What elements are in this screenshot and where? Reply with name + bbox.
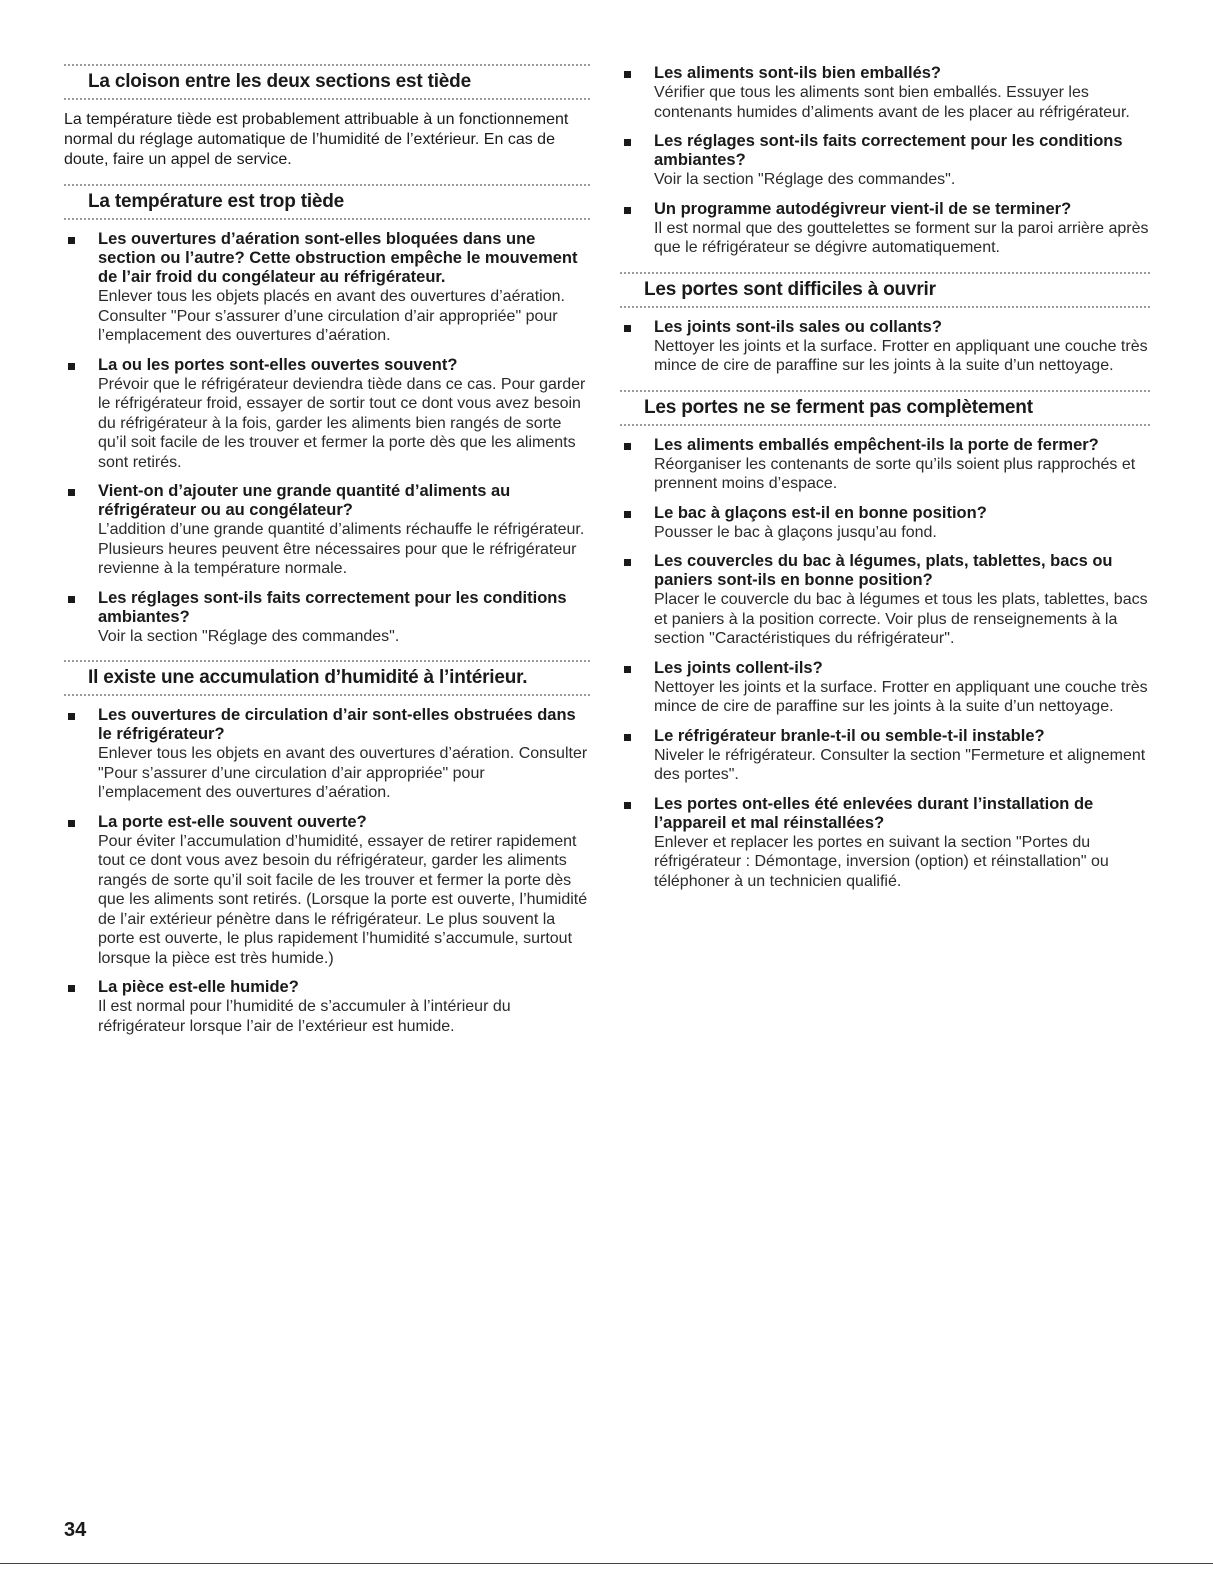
- troubleshooting-item: [64, 706, 590, 803]
- item-answer: Nettoyer les joints et la surface. Frotter en appliquant une couche très mince de cire de paraffine sur les joints à la suite d’un nettoyage.: [654, 337, 1148, 374]
- item-answer: Voir la section "Réglage des commandes".: [98, 627, 400, 645]
- troubleshooting-section: [64, 660, 590, 1036]
- bullet-square-icon: [68, 596, 75, 603]
- item-question: Les aliments sont-ils bien emballés?: [654, 64, 942, 82]
- bullet-square-icon: [624, 666, 631, 673]
- item-question: Les joints collent-ils?: [654, 658, 823, 677]
- troubleshooting-item: [620, 64, 1150, 122]
- item-question: Les réglages sont-ils faits correctement pour les conditions ambiantes?: [654, 132, 1123, 169]
- troubleshooting-item: [620, 436, 1150, 494]
- section-title: Les portes ne se ferment pas complètement: [644, 396, 1033, 418]
- item-question: Les joints sont-ils sales ou collants?: [654, 317, 942, 336]
- item-answer: Niveler le réfrigérateur. Consulter la section "Fermeture et alignement des portes".: [654, 746, 1146, 783]
- bullet-square-icon: [68, 713, 75, 720]
- item-question: Les portes ont-elles été enlevées durant l’installation de l’appareil et mal réinstallées?: [654, 794, 1094, 832]
- item-answer: Voir la section "Réglage des commandes".: [654, 171, 956, 188]
- bullet-square-icon: [68, 363, 75, 370]
- troubleshooting-section: [620, 272, 1150, 376]
- item-question: La ou les portes sont-elles ouvertes souvent?: [98, 355, 458, 374]
- section-divider-top: [64, 184, 590, 186]
- section-divider-bottom: [64, 218, 590, 220]
- section-divider-top: [620, 390, 1150, 392]
- troubleshooting-item: [64, 978, 590, 1036]
- section-divider-top: [64, 64, 590, 66]
- troubleshooting-item: [64, 482, 590, 579]
- bullet-square-icon: [68, 820, 75, 827]
- troubleshooting-section: [64, 64, 590, 170]
- bullet-square-icon: [624, 511, 631, 518]
- section-title: Il existe une accumulation d’humidité à l’intérieur.: [88, 667, 528, 688]
- item-question: Les ouvertures d’aération sont-elles bloquées dans une section ou l’autre? Cette obstruction empêche le mouvement de l’air froid du congélateur au réfrigérateur.: [98, 230, 578, 286]
- right-column: [620, 64, 1150, 905]
- item-question: Les aliments emballés empêchent-ils la porte de fermer?: [654, 435, 1099, 454]
- bullet-square-icon: [624, 802, 631, 809]
- item-answer: Réorganiser les contenants de sorte qu’ils soient plus rapprochés et prennent moins d’espace.: [654, 455, 1136, 492]
- item-answer: Enlever tous les objets placés en avant des ouvertures d’aération. Consulter "Pour s’assurer d’une circulation d’air appropriée" pour l’emplacement des ouvertures d’aération.: [98, 288, 565, 344]
- item-answer: Placer le couvercle du bac à légumes et tous les plats, tablettes, bacs et paniers à la position correcte. Voir plus de renseignements à la section "Caractéristiques du réfrigérateur".: [654, 591, 1148, 647]
- section-title: Les portes sont difficiles à ouvrir: [644, 278, 936, 300]
- item-answer: Prévoir que le réfrigérateur deviendra tiède dans ce cas. Pour garder le réfrigérateur froid, essayer de sortir tout ce dont vous avez besoin du réfrigérateur à la fois, garder les aliments bien rangés de sorte qu’il soit facile de les trouver et fermer la porte dès que les aliments sont retirés.: [98, 375, 586, 471]
- item-question: Vient-on d’ajouter une grande quantité d’aliments au réfrigérateur ou au congélateur?: [98, 482, 511, 519]
- bullet-square-icon: [624, 443, 631, 450]
- troubleshooting-section: [64, 184, 590, 646]
- troubleshooting-item: [620, 552, 1150, 649]
- item-answer: Enlever et replacer les portes en suivant la section "Portes du réfrigérateur : Démontage, inversion (option) et réinstallation" ou téléphoner à un technicien qualifié.: [654, 833, 1109, 890]
- troubleshooting-item: [620, 318, 1150, 376]
- item-question: La porte est-elle souvent ouverte?: [98, 812, 367, 831]
- item-answer: Pour éviter l’accumulation d’humidité, essayer de retirer rapidement tout ce dont vous avez besoin du réfrigérateur, garder les aliments rangés de sorte qu’il soit facile de les trouver et fermer la porte dès que les aliments sont retirés. (Lorsque la porte est ouverte, l’humidité de l’air extérieur pénètre dans le réfrigérateur. Le plus souvent la porte est ouverte, le plus rapidement l’humidité s’accumule, surtout lorsque la pièce est très humide.): [98, 832, 588, 967]
- bullet-square-icon: [68, 489, 75, 496]
- bullet-square-icon: [624, 71, 631, 78]
- item-answer: L’addition d’une grande quantité d’aliments réchauffe le réfrigérateur. Plusieurs heures peuvent être nécessaires pour que le réfrigérateur revienne à la température normale.: [98, 521, 585, 577]
- item-question: Le bac à glaçons est-il en bonne position?: [654, 503, 987, 522]
- item-answer: Enlever tous les objets en avant des ouvertures d’aération. Consulter "Pour s’assurer d’une circulation d’air appropriée" pour l’emplacement des ouvertures d’aération.: [98, 745, 588, 801]
- section-divider-bottom: [620, 424, 1150, 426]
- footer-rule: [0, 1563, 1213, 1564]
- bullet-square-icon: [624, 207, 631, 214]
- section-divider-top: [64, 660, 590, 662]
- item-answer: Il est normal que des gouttelettes se forment sur la paroi arrière après que le réfrigérateur se dégivre automatiquement.: [654, 219, 1149, 256]
- item-question: La pièce est-elle humide?: [98, 978, 299, 996]
- bullet-square-icon: [68, 237, 75, 244]
- section-title: La température est trop tiède: [88, 191, 345, 212]
- bullet-square-icon: [624, 139, 631, 146]
- bullet-square-icon: [624, 559, 631, 566]
- troubleshooting-item: [64, 589, 590, 647]
- item-answer: Nettoyer les joints et la surface. Frotter en appliquant une couche très mince de cire de paraffine sur les joints à la suite d’un nettoyage.: [654, 678, 1148, 715]
- item-question: Les couvercles du bac à légumes, plats, tablettes, bacs ou paniers sont-ils en bonne position?: [654, 552, 1113, 589]
- troubleshooting-section: [620, 390, 1150, 892]
- bullet-square-icon: [68, 985, 75, 992]
- page-number: 34: [64, 1519, 87, 1541]
- item-answer: Il est normal pour l’humidité de s’accumuler à l’intérieur du réfrigérateur lorsque l’air de l’extérieur est humide.: [98, 998, 511, 1035]
- item-question: Les réglages sont-ils faits correctement pour les conditions ambiantes?: [98, 588, 567, 626]
- troubleshooting-item: [64, 356, 590, 473]
- section-divider-top: [620, 272, 1150, 274]
- troubleshooting-section: [620, 64, 1150, 258]
- troubleshooting-item: [64, 230, 590, 346]
- troubleshooting-item: [620, 132, 1150, 190]
- item-answer: Vérifier que tous les aliments sont bien emballés. Essuyer les contenants humides d’aliments avant de les placer au réfrigérateur.: [654, 84, 1130, 121]
- section-title: La cloison entre les deux sections est tiède: [88, 71, 471, 92]
- section-divider-bottom: [64, 694, 590, 696]
- item-question: Un programme autodégivreur vient-il de se terminer?: [654, 199, 1072, 218]
- item-answer: Pousser le bac à glaçons jusqu’au fond.: [654, 523, 937, 541]
- troubleshooting-item: [620, 504, 1150, 543]
- troubleshooting-item: [620, 659, 1150, 717]
- troubleshooting-item: [620, 727, 1150, 785]
- item-question: Les ouvertures de circulation d’air sont-elles obstruées dans le réfrigérateur?: [98, 706, 576, 743]
- troubleshooting-item: [620, 795, 1150, 892]
- section-intro: La température tiède est probablement attribuable à un fonctionnement normal du réglage automatique de l’humidité de l’extérieur. En cas de doute, faire un appel de service.: [64, 111, 569, 168]
- left-column: [64, 64, 590, 1050]
- troubleshooting-item: [620, 200, 1150, 258]
- troubleshooting-item: [64, 813, 590, 969]
- section-divider-bottom: [64, 98, 590, 100]
- bullet-square-icon: [624, 325, 631, 332]
- section-divider-bottom: [620, 306, 1150, 308]
- bullet-square-icon: [624, 734, 631, 741]
- item-question: Le réfrigérateur branle-t-il ou semble-t-il instable?: [654, 726, 1045, 745]
